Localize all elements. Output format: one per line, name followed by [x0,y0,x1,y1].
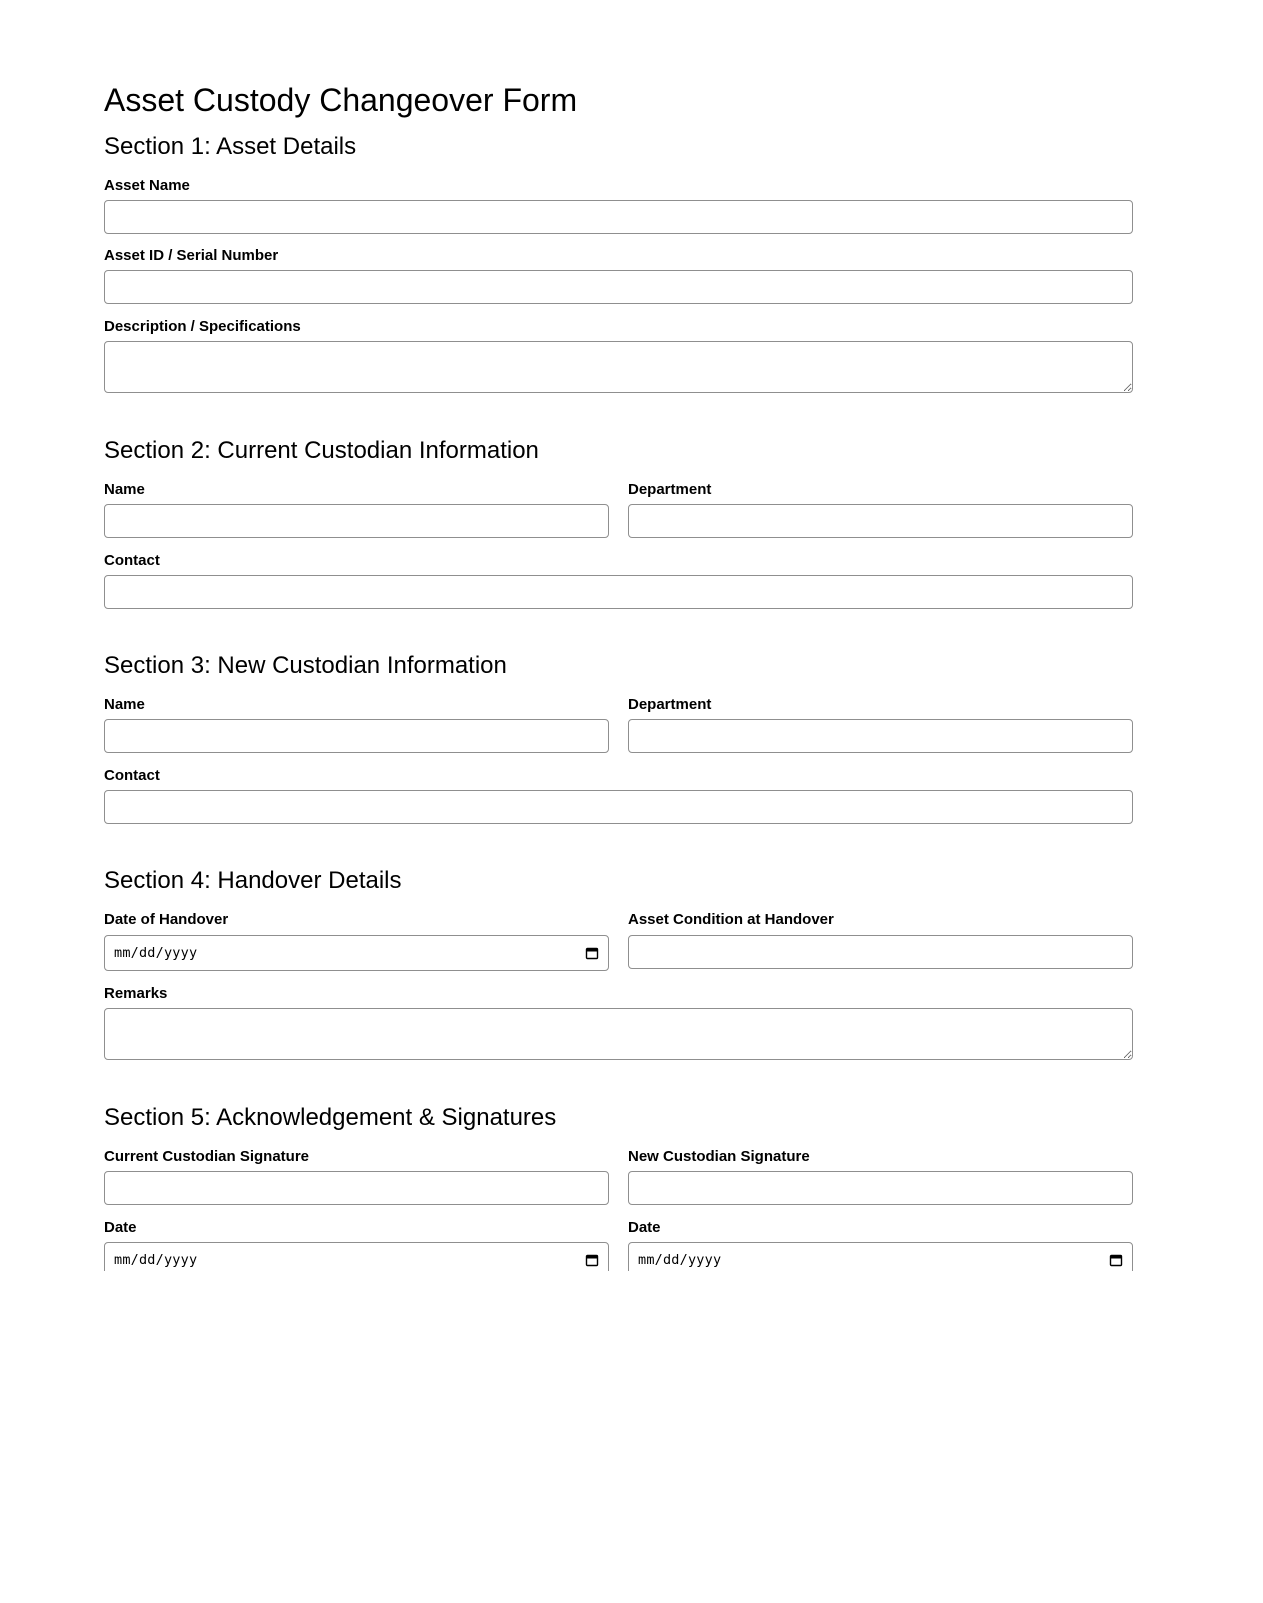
new-custodian-date-label: Date [628,1219,661,1236]
current-custodian-department-label: Department [628,481,712,498]
calendar-icon[interactable] [585,1253,599,1267]
remarks-field-wrapper [104,1008,1133,1060]
new-custodian-department-input[interactable] [628,719,1133,753]
handover-date-placeholder: mm/dd/yyyy [114,945,198,961]
current-custodian-name-input[interactable] [104,504,609,538]
current-custodian-signature-label: Current Custodian Signature [104,1148,310,1165]
section-3-title: Section 3: New Custodian Information [104,652,507,679]
current-custodian-signature-input[interactable] [104,1171,609,1205]
new-custodian-name-input[interactable] [104,719,609,753]
current-custodian-date-placeholder: mm/dd/yyyy [114,1252,198,1268]
asset-condition-input[interactable] [628,935,1133,969]
current-custodian-name-label: Name [104,481,145,498]
description-textarea[interactable] [104,341,1133,393]
new-custodian-signature-label: New Custodian Signature [628,1148,810,1165]
asset-id-label: Asset ID / Serial Number [104,247,279,264]
new-custodian-name-label: Name [104,696,145,713]
handover-date-input[interactable] [104,935,609,971]
section-1-title: Section 1: Asset Details [104,133,357,160]
page-clip-area [0,1271,1263,1603]
form-title: Asset Custody Changeover Form [104,82,578,118]
description-field-wrapper [104,341,1133,393]
remarks-textarea[interactable] [104,1008,1133,1060]
calendar-icon[interactable] [1109,1253,1123,1267]
new-custodian-date-placeholder: mm/dd/yyyy [638,1252,722,1268]
remarks-label: Remarks [104,985,168,1002]
asset-name-label: Asset Name [104,177,190,194]
asset-id-input[interactable] [104,270,1133,304]
new-custodian-department-label: Department [628,696,712,713]
current-custodian-contact-label: Contact [104,552,160,569]
current-custodian-date-label: Date [104,1219,137,1236]
handover-date-label: Date of Handover [104,911,229,928]
current-custodian-contact-input[interactable] [104,575,1133,609]
new-custodian-signature-input[interactable] [628,1171,1133,1205]
asset-condition-label: Asset Condition at Handover [628,911,834,928]
section-2-title: Section 2: Current Custodian Information [104,437,539,464]
current-custodian-department-input[interactable] [628,504,1133,538]
new-custodian-contact-label: Contact [104,767,160,784]
description-label: Description / Specifications [104,318,301,335]
section-4-title: Section 4: Handover Details [104,867,402,894]
calendar-icon[interactable] [585,946,599,960]
section-5-title: Section 5: Acknowledgement & Signatures [104,1104,557,1131]
new-custodian-contact-input[interactable] [104,790,1133,824]
asset-name-input[interactable] [104,200,1133,234]
